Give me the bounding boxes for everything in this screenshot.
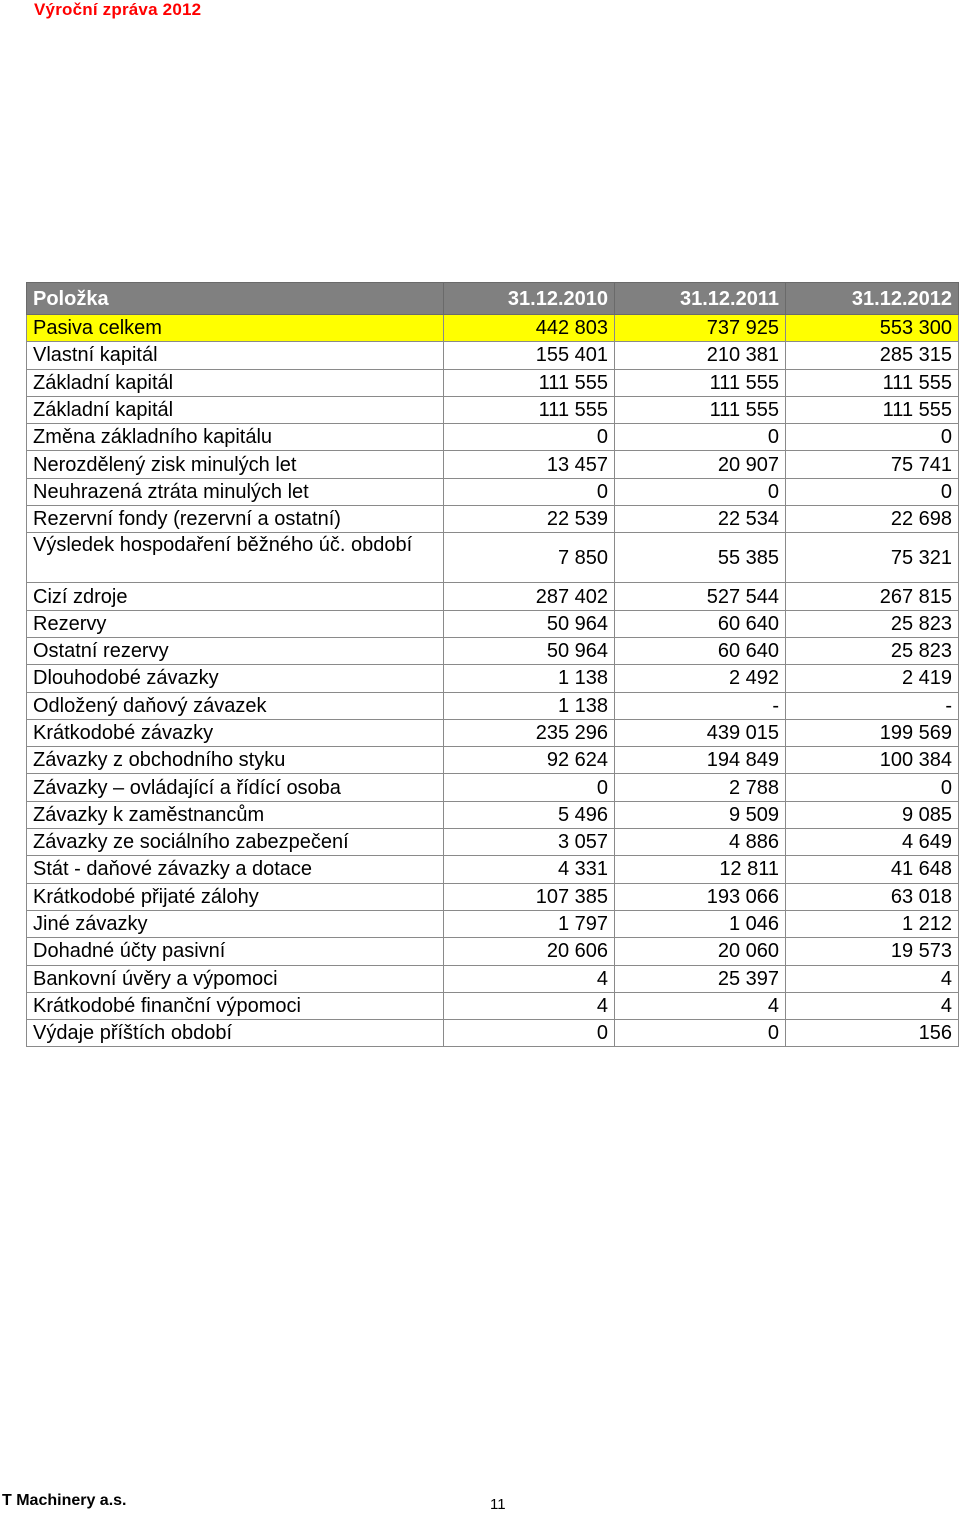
- value-2010: 50 964: [444, 610, 615, 637]
- value-2012: 0: [786, 774, 959, 801]
- table-row: [27, 747, 959, 774]
- row-label: Odložený daňový závazek: [27, 692, 444, 719]
- row-label: Jiné závazky: [27, 910, 444, 937]
- value-2010: 22 539: [444, 506, 615, 533]
- table-row: [27, 315, 959, 342]
- value-2012: 267 815: [786, 583, 959, 610]
- value-2010: 111 555: [444, 396, 615, 423]
- value-2010: 1 138: [444, 665, 615, 692]
- value-2012: 25 823: [786, 610, 959, 637]
- value-2012: 9 085: [786, 801, 959, 828]
- column-header-2012: 31.12.2012: [786, 283, 959, 315]
- row-label: Bankovní úvěry a výpomoci: [27, 965, 444, 992]
- value-2011: 9 509: [615, 801, 786, 828]
- row-label: Krátkodobé přijaté zálohy: [27, 883, 444, 910]
- value-2010: 1 797: [444, 910, 615, 937]
- row-label: Stát - daňové závazky a dotace: [27, 856, 444, 883]
- table-row: [27, 992, 959, 1019]
- value-2012: 111 555: [786, 396, 959, 423]
- row-label: Nerozdělený zisk minulých let: [27, 451, 444, 478]
- table-row: [27, 1020, 959, 1047]
- value-2012: 0: [786, 478, 959, 505]
- value-2011: 439 015: [615, 719, 786, 746]
- value-2011: 210 381: [615, 342, 786, 369]
- page-number: 11: [490, 1496, 506, 1513]
- value-2011: 194 849: [615, 747, 786, 774]
- row-label: Rezervní fondy (rezervní a ostatní): [27, 506, 444, 533]
- value-2010: 0: [444, 424, 615, 451]
- table-row: [27, 883, 959, 910]
- value-2011: 2 492: [615, 665, 786, 692]
- value-2010: 13 457: [444, 451, 615, 478]
- table-row: [27, 829, 959, 856]
- table-row: [27, 938, 959, 965]
- table-row: [27, 692, 959, 719]
- value-2012: -: [786, 692, 959, 719]
- value-2010: 111 555: [444, 369, 615, 396]
- row-label: Dohadné účty pasivní: [27, 938, 444, 965]
- value-2010: 0: [444, 774, 615, 801]
- value-2011: 25 397: [615, 965, 786, 992]
- column-header-item: Položka: [27, 283, 444, 315]
- table-row: [27, 965, 959, 992]
- row-label: Závazky – ovládající a řídící osoba: [27, 774, 444, 801]
- value-2010: 107 385: [444, 883, 615, 910]
- table-row: [27, 774, 959, 801]
- row-label: Závazky k zaměstnancům: [27, 801, 444, 828]
- row-label: Krátkodobé finanční výpomoci: [27, 992, 444, 1019]
- value-2012: 25 823: [786, 637, 959, 664]
- table-row: [27, 637, 959, 664]
- value-2010: 287 402: [444, 583, 615, 610]
- value-2012: 41 648: [786, 856, 959, 883]
- value-2011: 22 534: [615, 506, 786, 533]
- value-2010: 235 296: [444, 719, 615, 746]
- row-label: Ostatní rezervy: [27, 637, 444, 664]
- value-2010: 4: [444, 965, 615, 992]
- value-2011: 737 925: [615, 315, 786, 342]
- value-2011: 12 811: [615, 856, 786, 883]
- table-row: [27, 396, 959, 423]
- row-label: Neuhrazená ztráta minulých let: [27, 478, 444, 505]
- value-2012: 75 321: [786, 533, 959, 583]
- value-2010: 442 803: [444, 315, 615, 342]
- value-2010: 92 624: [444, 747, 615, 774]
- value-2011: 4: [615, 992, 786, 1019]
- row-label: Závazky z obchodního styku: [27, 747, 444, 774]
- value-2012: 285 315: [786, 342, 959, 369]
- value-2012: 100 384: [786, 747, 959, 774]
- value-2012: 553 300: [786, 315, 959, 342]
- value-2011: 2 788: [615, 774, 786, 801]
- table-row: [27, 533, 959, 583]
- table-row: [27, 665, 959, 692]
- value-2012: 1 212: [786, 910, 959, 937]
- value-2012: 63 018: [786, 883, 959, 910]
- value-2010: 155 401: [444, 342, 615, 369]
- row-label: Závazky ze sociálního zabezpečení: [27, 829, 444, 856]
- footer-company-name: T Machinery a.s.: [2, 1492, 127, 1509]
- table-row: [27, 506, 959, 533]
- row-label: Základní kapitál: [27, 396, 444, 423]
- row-label: Výdaje příštích období: [27, 1020, 444, 1047]
- table-row: [27, 801, 959, 828]
- value-2011: 0: [615, 478, 786, 505]
- value-2010: 0: [444, 478, 615, 505]
- value-2012: 156: [786, 1020, 959, 1047]
- value-2012: 19 573: [786, 938, 959, 965]
- table-row: [27, 451, 959, 478]
- table-row: [27, 610, 959, 637]
- value-2012: 4: [786, 992, 959, 1019]
- row-label: Vlastní kapitál: [27, 342, 444, 369]
- row-label: Cizí zdroje: [27, 583, 444, 610]
- value-2012: 2 419: [786, 665, 959, 692]
- value-2010: 20 606: [444, 938, 615, 965]
- value-2012: 0: [786, 424, 959, 451]
- row-label: Pasiva celkem: [27, 315, 444, 342]
- table-row: [27, 342, 959, 369]
- value-2011: 0: [615, 1020, 786, 1047]
- value-2011: 20 060: [615, 938, 786, 965]
- value-2011: 20 907: [615, 451, 786, 478]
- value-2011: 1 046: [615, 910, 786, 937]
- value-2012: 111 555: [786, 369, 959, 396]
- table-row: [27, 719, 959, 746]
- value-2011: 0: [615, 424, 786, 451]
- table-row: [27, 478, 959, 505]
- table-header: [27, 283, 959, 315]
- value-2011: 193 066: [615, 883, 786, 910]
- table-row: [27, 369, 959, 396]
- table-row: [27, 856, 959, 883]
- value-2011: 55 385: [615, 533, 786, 583]
- liabilities-table: [26, 282, 959, 1047]
- value-2010: 5 496: [444, 801, 615, 828]
- value-2011: 4 886: [615, 829, 786, 856]
- table-row: [27, 910, 959, 937]
- value-2011: 60 640: [615, 637, 786, 664]
- value-2010: 1 138: [444, 692, 615, 719]
- column-header-2010: 31.12.2010: [444, 283, 615, 315]
- row-label: Rezervy: [27, 610, 444, 637]
- value-2011: 111 555: [615, 396, 786, 423]
- value-2011: 111 555: [615, 369, 786, 396]
- row-label: Krátkodobé závazky: [27, 719, 444, 746]
- value-2010: 0: [444, 1020, 615, 1047]
- value-2011: 527 544: [615, 583, 786, 610]
- table-row: [27, 583, 959, 610]
- value-2012: 199 569: [786, 719, 959, 746]
- header-row: [27, 283, 959, 315]
- table-body: [27, 315, 959, 1047]
- value-2010: 3 057: [444, 829, 615, 856]
- value-2010: 50 964: [444, 637, 615, 664]
- value-2010: 4: [444, 992, 615, 1019]
- value-2012: 4 649: [786, 829, 959, 856]
- row-label: Základní kapitál: [27, 369, 444, 396]
- row-label: Změna základního kapitálu: [27, 424, 444, 451]
- report-title: Výroční zpráva 2012: [34, 0, 202, 19]
- column-header-2011: 31.12.2011: [615, 283, 786, 315]
- row-label: Výsledek hospodaření běžného úč. období: [27, 533, 444, 583]
- value-2011: -: [615, 692, 786, 719]
- value-2010: 4 331: [444, 856, 615, 883]
- value-2011: 60 640: [615, 610, 786, 637]
- row-label: Dlouhodobé závazky: [27, 665, 444, 692]
- table-row: [27, 424, 959, 451]
- value-2012: 4: [786, 965, 959, 992]
- value-2012: 22 698: [786, 506, 959, 533]
- value-2012: 75 741: [786, 451, 959, 478]
- value-2010: 7 850: [444, 533, 615, 583]
